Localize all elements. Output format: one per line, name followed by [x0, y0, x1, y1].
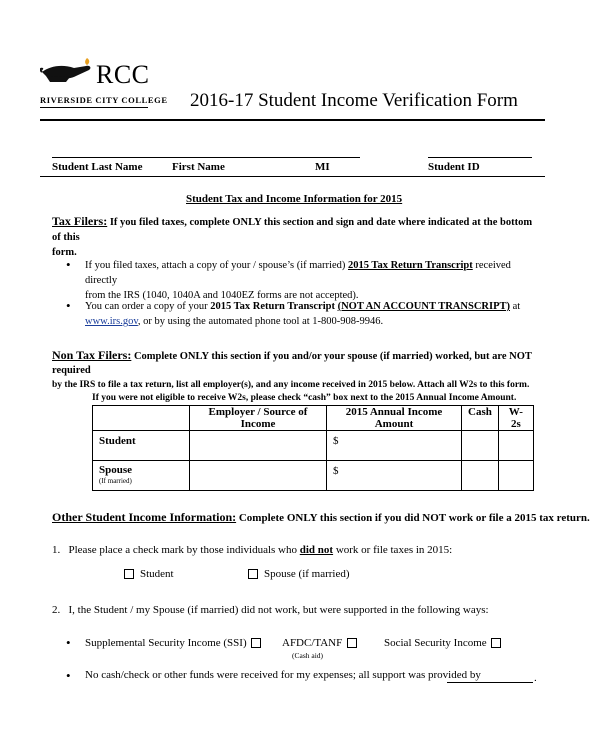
mi-field[interactable]: MI [315, 161, 330, 173]
amount-cell[interactable]: $ [327, 431, 462, 461]
bullet-icon: • [66, 635, 71, 650]
ssi-option[interactable]: Supplemental Security Income (SSI) [85, 637, 267, 649]
checkbox-icon[interactable] [347, 638, 357, 648]
bullet-icon: • [66, 668, 71, 683]
table-row [93, 431, 534, 461]
checkbox-icon[interactable] [251, 638, 261, 648]
w2-checkbox-cell[interactable] [498, 431, 533, 461]
checkbox-icon[interactable] [124, 569, 134, 579]
bullet-icon: • [66, 257, 71, 272]
table-header: Employer / Source of Income [190, 406, 327, 431]
lamp-logo-icon [40, 52, 98, 84]
other-income-intro: Other Student Income Information: Complete ONLY this section if you did NOT work or file a 2015 tax return. [52, 510, 590, 524]
non-tax-filers-label: Non Tax Filers: [52, 348, 132, 362]
question-2: 2. I, the Student / my Spouse (if married) did not work, but were supported in the following ways: [52, 604, 489, 616]
checkbox-icon[interactable] [248, 569, 258, 579]
employer-cell[interactable] [190, 431, 327, 461]
table-row [93, 461, 534, 491]
period: . [534, 672, 537, 684]
tax-bullet-1: If you filed taxes, attach a copy of your / spouse’s (if married) 2015 Tax Return Transcript received directly from the IRS (1040, 1040A and 1040EZ forms are not accepted). [85, 260, 511, 301]
student-checkbox[interactable]: Student [124, 568, 174, 580]
table-header: Cash [462, 406, 499, 431]
other-income-label: Other Student Income Information: [52, 510, 237, 524]
income-table [92, 405, 534, 491]
logo-text: RCC [96, 60, 150, 89]
no-cash-statement: No cash/check or other funds were received for my expenses; all support was provided by [85, 669, 481, 681]
tax-bullet-2: You can order a copy of your 2015 Tax Return Transcript (NOT AN ACCOUNT TRANSCRIPT) at www.irs.gov, or by using the automated phone tool at 1-800-908-9946. [85, 301, 521, 327]
table-header: 2015 Annual Income Amount [327, 406, 462, 431]
table-header-row [93, 406, 534, 431]
college-name: RIVERSIDE CITY COLLEGE [40, 95, 168, 105]
cash-checkbox-cell[interactable] [462, 461, 499, 491]
tax-filers-label: Tax Filers: [52, 214, 108, 228]
afdc-sub: (Cash aid) [292, 651, 324, 660]
non-tax-filers-intro: Non Tax Filers: Complete ONLY this section if you and/or your spouse (if married) worked, but are NOT required by the IRS to file a tax return, list all employer(s), and any income received in 2015 below. Attach all W2s to this form. [52, 348, 532, 390]
support-provider-line[interactable] [447, 682, 533, 683]
row-label: Spouse (If married) [93, 461, 190, 491]
tax-filers-intro: Tax Filers: If you filed taxes, complete ONLY this section and sign and date where indicated at the bottom of this form. [52, 214, 533, 258]
bullet-icon: • [66, 298, 71, 313]
afdc-option[interactable]: AFDC/TANF [282, 637, 363, 649]
student-last-name-field[interactable]: Student Last Name [52, 161, 143, 173]
row-label: Student [93, 431, 190, 461]
section-title: Student Tax and Income Information for 2015 [186, 193, 403, 205]
checkbox-icon[interactable] [491, 638, 501, 648]
table-header: W-2s [498, 406, 533, 431]
w2-note: If you were not eligible to receive W2s, please check “cash” box next to the 2015 Annual Income Amount. [92, 393, 517, 403]
w2-checkbox-cell[interactable] [498, 461, 533, 491]
question-1: 1. Please place a check mark by those individuals who did not work or file taxes in 2015: [52, 544, 453, 556]
student-id-field[interactable]: Student ID [428, 161, 480, 173]
table-header [93, 406, 190, 431]
employer-cell[interactable] [190, 461, 327, 491]
amount-cell[interactable]: $ [327, 461, 462, 491]
social-security-option[interactable]: Social Security Income [384, 637, 507, 649]
transcript-link: 2015 Tax Return Transcript [348, 260, 473, 271]
cash-checkbox-cell[interactable] [462, 431, 499, 461]
irs-link[interactable]: www.irs.gov [85, 316, 138, 327]
first-name-field[interactable]: First Name [172, 161, 225, 173]
spouse-checkbox[interactable]: Spouse (if married) [248, 568, 350, 580]
form-title: 2016-17 Student Income Verification Form [190, 90, 518, 111]
